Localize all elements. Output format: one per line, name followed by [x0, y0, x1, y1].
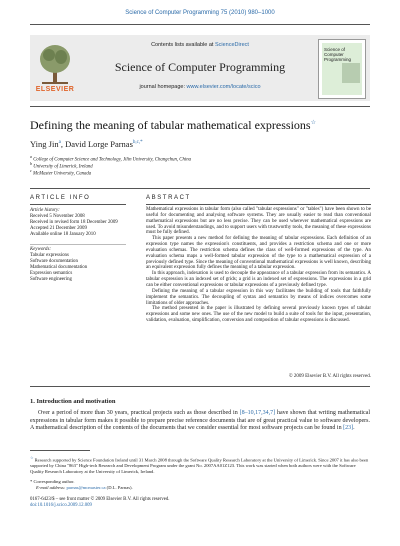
abstract-end-rule [30, 386, 370, 387]
article-info-rule [30, 204, 126, 205]
abstract-paragraph: This paper presents a new method for defining the meaning of tabular expressions. Each definition of an expression type names the expression's constituents, and provides a restriction schema and one or more evaluation schemas. The restriction schema defines the class of well-formed expressions of the type. An evaluation schema maps a well-formed tabular expression of the type to a mathematical expression of a previously defined type. Since the meaning of conventional mathematical expressions is well known, describing an equivalent expression fully defines the meaning of a tabular expression. [146, 236, 371, 271]
funding-footnote: ☆ Research supported by Science Foundation Ireland until 31 March 2008 through the Software Quality Research Laboratory at the University of Limerick. Since 2007 it has also been supported by China "863" High-tech Research and Development Program under the grant No. 2007AA01Z123. This work was started when both authors were with the Software Quality Research Laboratory at the University of Limerick, Ireland. [30, 456, 369, 474]
homepage-link[interactable]: www.elsevier.com/locate/scico [186, 84, 261, 90]
abstract-rule [146, 204, 371, 205]
title-footnote-mark[interactable]: ☆ [310, 120, 316, 126]
keywords: Keywords: Tabular expressions Software documentation Mathematical documentation Expression semantics Software engineering [30, 247, 88, 282]
contents-line: Contents lists available at ScienceDirect [151, 42, 249, 48]
front-matter-rule [30, 188, 370, 189]
article-title: Defining the meaning of tabular mathematical expressions☆ [30, 118, 316, 132]
copyright-notice: © 2009 Elsevier B.V. All rights reserved. [288, 374, 371, 379]
abstract-heading: ABSTRACT [146, 195, 191, 201]
abstract-body [146, 207, 371, 324]
keywords-rule [30, 244, 126, 245]
citation-link[interactable]: [8–10,17,34,7] [239, 410, 276, 416]
email-footnote: E-mail address: parnas@mcmaster.ca (D.L. Parnas). [36, 485, 133, 490]
journal-cover [318, 39, 366, 99]
doi-link[interactable]: doi:10.1016/j.scico.2009.12.009 [30, 503, 92, 508]
affiliation-c: $^c$ McMaster University, Canada [30, 168, 92, 177]
journal-title: Science of Computer Programming [114, 60, 286, 74]
citation-link[interactable]: [23] [343, 425, 354, 432]
author-jin: Ying Jin [30, 139, 59, 149]
header-rule [30, 24, 370, 25]
cover-artwork [342, 63, 360, 83]
abstract-paragraph: Defining the meaning of a tabular expression in this way facilitates the building of tools that faithfully implement the semantics. The decoupling of syntax and semantics by means of indices overcomes some limitations of older approaches. [146, 288, 371, 306]
article-info-heading: ARTICLE INFO [30, 195, 91, 201]
abstract-paragraph: The method presented in the paper is illustrated by defining several previously known types of tabular expressions and some new ones. The use of the new model to build a suite of tools for the input, presentation, validation, evaluation, simplification, conversion and composition of tabular expressions is discussed. [146, 306, 371, 324]
email-link[interactable]: parnas@mcmaster.ca [66, 485, 106, 490]
running-head[interactable]: Science of Computer Programming 75 (2010) 980–1000 [125, 10, 275, 16]
footnote-rule [30, 450, 90, 451]
author-list: Ying Jin$^a$, David Lorge Parnas$^{b,c,*}$ [30, 139, 143, 149]
banner-rule [30, 106, 370, 107]
abstract-paragraph: In this approach, indexation is used to decouple the appearance of a tabular expression from its semantics. A tabular expression is an indexed set of grids; a grid is an indexed set of expressions. The expressions in a grid can be either conventional expressions or tabular expressions of a previously defined type. [146, 271, 371, 288]
affiliation-a: $^a$ College of Computer Science and Technology, Jilin University, Changchun, China [30, 154, 192, 163]
section-heading-introduction: 1. Introduction and motivation [30, 398, 116, 405]
introduction-paragraph: Over a period of more than 30 years, practical projects such as those described in [8–10,17,34,7] have shown that writing mathematical expressions in tabular form makes it possible to prepare precise reference documents that are of great practical value to software developers. A mathematical description of the contents of the documents that we consider essential for most software projects can be found in [23]. [30, 410, 371, 432]
affiliation-b: $^b$ University of Limerick, Ireland [30, 161, 93, 170]
issn-line: 0167-6423/$ – see front matter © 2009 Elsevier B.V. All rights reserved. [30, 497, 170, 502]
cover-title: Science of Computer Programming [324, 47, 352, 62]
homepage-line: journal homepage: www.elsevier.com/locate/scico [139, 84, 261, 90]
publisher-name: ELSEVIER [35, 86, 75, 93]
sciencedirect-link[interactable]: ScienceDirect [214, 42, 249, 48]
article-history: Article history: Received 5 November 2008 Received in revised form 18 December 2009 Accepted 21 December 2009 Available online 18 January 2010 [30, 208, 118, 237]
corresponding-author-footnote: * Corresponding author. [30, 479, 75, 484]
author-parnas: David Lorge Parnas [65, 139, 133, 149]
abstract-paragraph: Mathematical expressions in tabular form (also called "tabular expressions" or "tables") have been shown to be useful for documenting and analysing software systems. They are usually easier to read than conventional mathematical expressions but are no less precise. They can be used wherever mathematical expressions are used. To avoid misunderstandings, and to support users with trustworthy tools, the meaning of these expressions must be fully defined. [146, 207, 371, 236]
